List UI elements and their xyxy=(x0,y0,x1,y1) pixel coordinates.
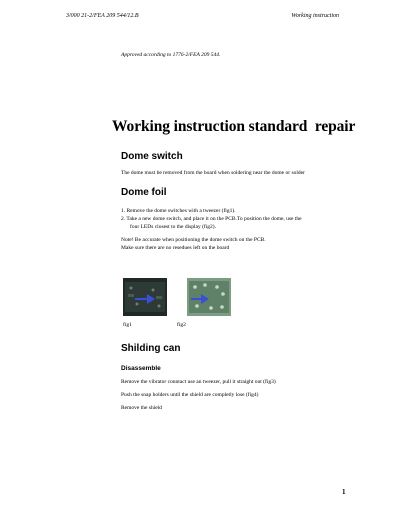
dome-foil-note-line-1: Note! Be accurate when positioning the dome switch on the PCB. xyxy=(121,237,266,243)
shielding-step-2: Push the snap holders until the shield are completly lose (fig4) xyxy=(121,392,259,398)
dome-foil-step-2-line-1: 2. Take a new dome switch, and place it on the PCB.To position the dome, use the xyxy=(121,216,302,222)
fig1-image xyxy=(123,278,167,316)
page-number: 1 xyxy=(342,488,346,496)
dome-foil-heading: Dome foil xyxy=(121,187,167,198)
header-doc-number: 3/000 21-2/FEA 209 544/12.B xyxy=(66,13,139,19)
shielding-can-heading: Shilding can xyxy=(121,343,181,354)
header-doc-type: Working instruction xyxy=(291,13,339,19)
shielding-step-1: Remove the vibrator conntact use an tweezer, pull it straight out (fig3) xyxy=(121,379,276,385)
fig2-pcb-photo xyxy=(187,278,231,316)
shielding-step-3: Remove the shield xyxy=(121,405,162,411)
dome-foil-step-2-line-2: four LEDs closest to the display (fig2). xyxy=(130,224,216,230)
fig2-caption: fig2 xyxy=(177,322,186,328)
approval-note: Approved according to 1776-2/FEA 209 544. xyxy=(121,52,221,58)
fig1-caption: fig1 xyxy=(123,322,132,328)
dome-switch-text: The dome must be removed from the board when soldering near the dome or solder xyxy=(121,170,305,176)
dome-switch-heading: Dome switch xyxy=(121,151,183,162)
dome-foil-step-1: 1. Remove the dome switches with a tweezer (fig1). xyxy=(121,208,236,214)
fig2-image xyxy=(187,278,231,316)
page-title: Working instruction standard repair xyxy=(112,118,356,135)
disassemble-subheading: Disassemble xyxy=(121,365,161,372)
dome-foil-note-line-2: Make sure there are no resedues left on the board xyxy=(121,245,230,251)
fig1-pcb-photo xyxy=(123,278,167,316)
